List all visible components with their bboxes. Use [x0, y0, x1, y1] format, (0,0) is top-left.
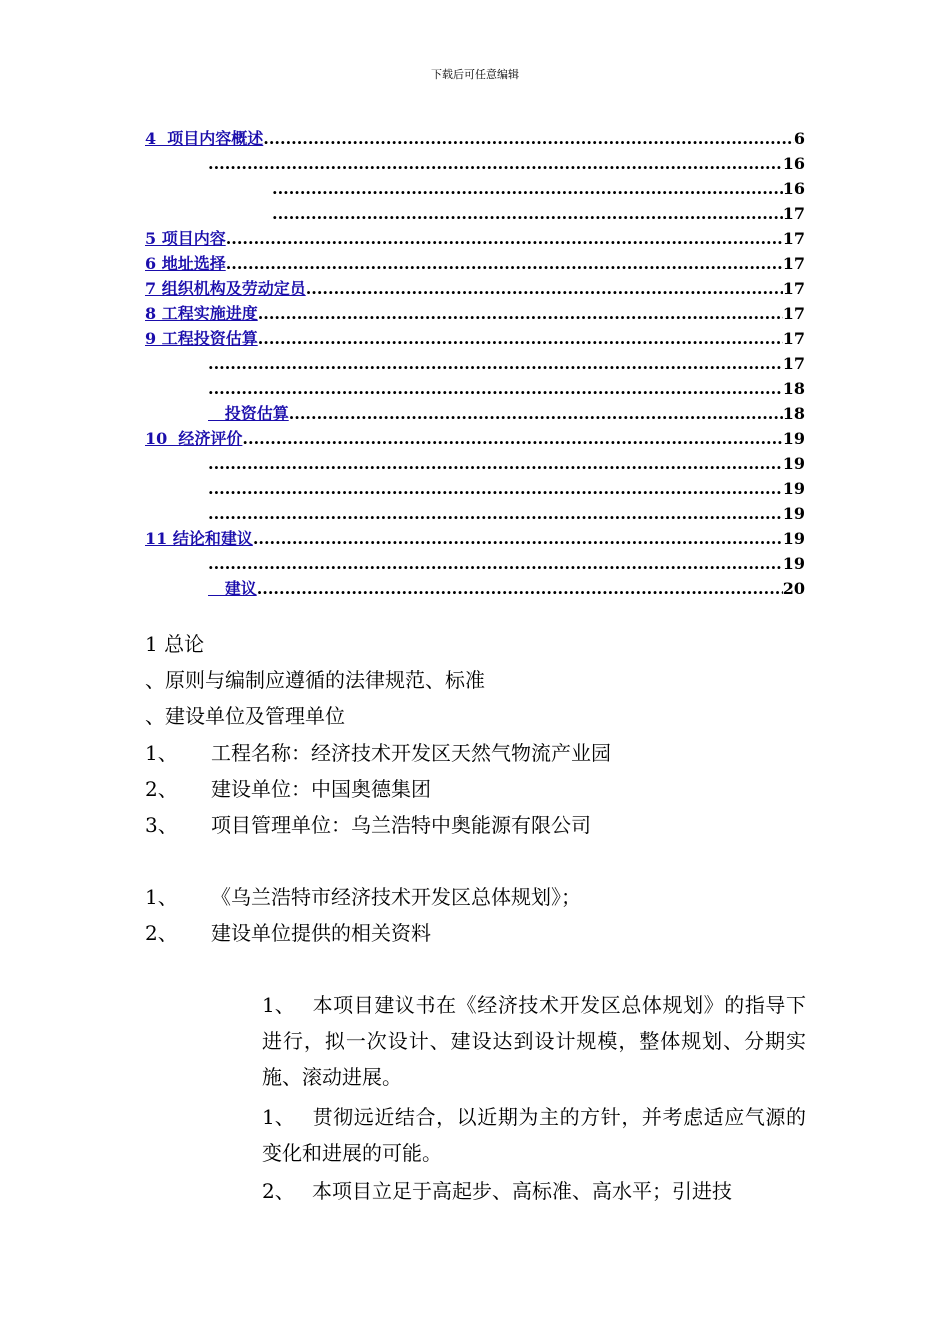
toc-link[interactable]: 4 项目内容概述 — [145, 129, 264, 148]
paragraph-text: 本项目建议书在《经济技术开发区总体规划》的指导下进行，拟一次设计、建设达到设计规模，整体规划、分期实施、滚动进展。 — [262, 993, 806, 1089]
toc-leader-dots — [258, 326, 783, 351]
toc-row — [145, 551, 805, 576]
list-number: 2、 — [145, 777, 178, 801]
list-number: 1、 — [145, 741, 178, 765]
toc-link[interactable]: 建议 — [208, 579, 257, 598]
list-text: 建设单位提供的相关资料 — [211, 921, 431, 945]
toc-link[interactable]: 投资估算 — [208, 404, 289, 423]
toc-leader-dots — [258, 301, 783, 326]
toc-page-number: 18 — [782, 379, 805, 398]
list-item — [145, 735, 611, 771]
toc-page-number: 18 — [782, 404, 805, 423]
page-header-note: 下载后可任意编辑 — [431, 68, 519, 81]
toc-row[interactable] — [145, 576, 805, 601]
list-text: 建设单位：中国奥德集团 — [211, 777, 431, 801]
toc-leader-dots — [272, 201, 783, 226]
units-heading-text: 、建设单位及管理单位 — [145, 704, 345, 728]
toc-leader-dots — [208, 501, 783, 526]
paragraph-text: 贯彻远近结合，以近期为主的方针，并考虑适应气源的变化和进展的可能。 — [262, 1105, 806, 1165]
list-number: 1、 — [145, 885, 178, 909]
toc-row[interactable] — [145, 276, 805, 301]
toc-row — [145, 476, 805, 501]
toc-row[interactable] — [145, 426, 805, 451]
toc-row — [145, 501, 805, 526]
toc-page-number: 16 — [782, 179, 805, 198]
toc-row[interactable] — [145, 326, 805, 351]
paragraph-number: 1、 — [262, 1105, 295, 1129]
toc-row — [145, 451, 805, 476]
toc-link[interactable]: 9 工程投资估算 — [145, 329, 258, 348]
toc-row[interactable] — [145, 401, 805, 426]
toc-page-number: 20 — [782, 579, 805, 598]
toc-link[interactable]: 10 经济评价 — [145, 429, 243, 448]
list-text: 项目管理单位：乌兰浩特中奥能源有限公司 — [211, 813, 591, 837]
toc-row[interactable] — [145, 251, 805, 276]
toc-leader-dots — [208, 551, 783, 576]
toc-row[interactable] — [145, 526, 805, 551]
list-item — [145, 879, 581, 915]
toc-leader-dots — [289, 401, 783, 426]
toc-leader-dots — [306, 276, 783, 301]
toc-row — [145, 351, 805, 376]
toc-leader-dots — [208, 151, 783, 176]
toc-page-number: 17 — [782, 204, 805, 223]
toc-leader-dots — [208, 451, 783, 476]
table-of-contents — [145, 126, 805, 601]
toc-leader-dots — [242, 426, 782, 451]
toc-page-number: 17 — [782, 254, 805, 273]
paragraph-text: 本项目立足于高起步、高标准、高水平；引进技 — [312, 1179, 732, 1203]
section-title — [145, 626, 204, 662]
toc-page-number: 19 — [782, 479, 805, 498]
list-number: 2、 — [145, 921, 178, 945]
paragraph-number: 2、 — [262, 1179, 295, 1203]
toc-leader-dots — [208, 476, 783, 501]
list-text: 工程名称：经济技术开发区天然气物流产业园 — [211, 741, 611, 765]
body-paragraph — [232, 987, 806, 1095]
toc-leader-dots — [208, 351, 783, 376]
toc-page-number: 17 — [782, 229, 805, 248]
paragraph-number: 1、 — [262, 993, 295, 1017]
toc-link[interactable]: 8 工程实施进度 — [145, 304, 258, 323]
toc-row[interactable] — [145, 226, 805, 251]
toc-leader-dots — [272, 176, 783, 201]
list-item — [145, 807, 611, 843]
toc-leader-dots — [263, 126, 794, 151]
toc-row — [145, 376, 805, 401]
toc-leader-dots — [208, 376, 783, 401]
units-list — [145, 735, 611, 843]
toc-leader-dots — [257, 576, 783, 601]
body-paragraph — [232, 1099, 806, 1171]
toc-page-number: 17 — [782, 354, 805, 373]
toc-link[interactable]: 6 地址选择 — [145, 254, 226, 273]
basis-list — [145, 879, 581, 951]
toc-page-number: 17 — [782, 304, 805, 323]
toc-page-number: 19 — [782, 429, 805, 448]
toc-row — [145, 151, 805, 176]
toc-page-number: 6 — [793, 129, 805, 148]
toc-page-number: 19 — [782, 529, 805, 548]
toc-row[interactable] — [145, 301, 805, 326]
toc-link[interactable]: 11 结论和建议 — [145, 529, 253, 548]
list-text: 《乌兰浩特市经济技术开发区总体规划》； — [211, 885, 581, 909]
toc-page-number: 19 — [782, 554, 805, 573]
body-paragraph — [232, 1173, 806, 1209]
principles-line — [145, 662, 485, 698]
toc-page-number: 19 — [782, 454, 805, 473]
toc-page-number: 19 — [782, 504, 805, 523]
units-line — [145, 698, 345, 734]
toc-page-number: 17 — [782, 279, 805, 298]
toc-link[interactable]: 7 组织机构及劳动定员 — [145, 279, 306, 298]
toc-leader-dots — [226, 226, 783, 251]
list-number: 3、 — [145, 813, 178, 837]
principles-text: 、原则与编制应遵循的法律规范、标准 — [145, 668, 485, 692]
list-item — [145, 771, 611, 807]
list-item — [145, 915, 581, 951]
toc-page-number: 17 — [782, 329, 805, 348]
toc-leader-dots — [226, 251, 783, 276]
toc-row — [145, 176, 805, 201]
section-heading: 1 总论 — [145, 632, 205, 656]
toc-leader-dots — [253, 526, 783, 551]
toc-page-number: 16 — [782, 154, 805, 173]
toc-row — [145, 201, 805, 226]
toc-row[interactable] — [145, 126, 805, 151]
toc-link[interactable]: 5 项目内容 — [145, 229, 226, 248]
